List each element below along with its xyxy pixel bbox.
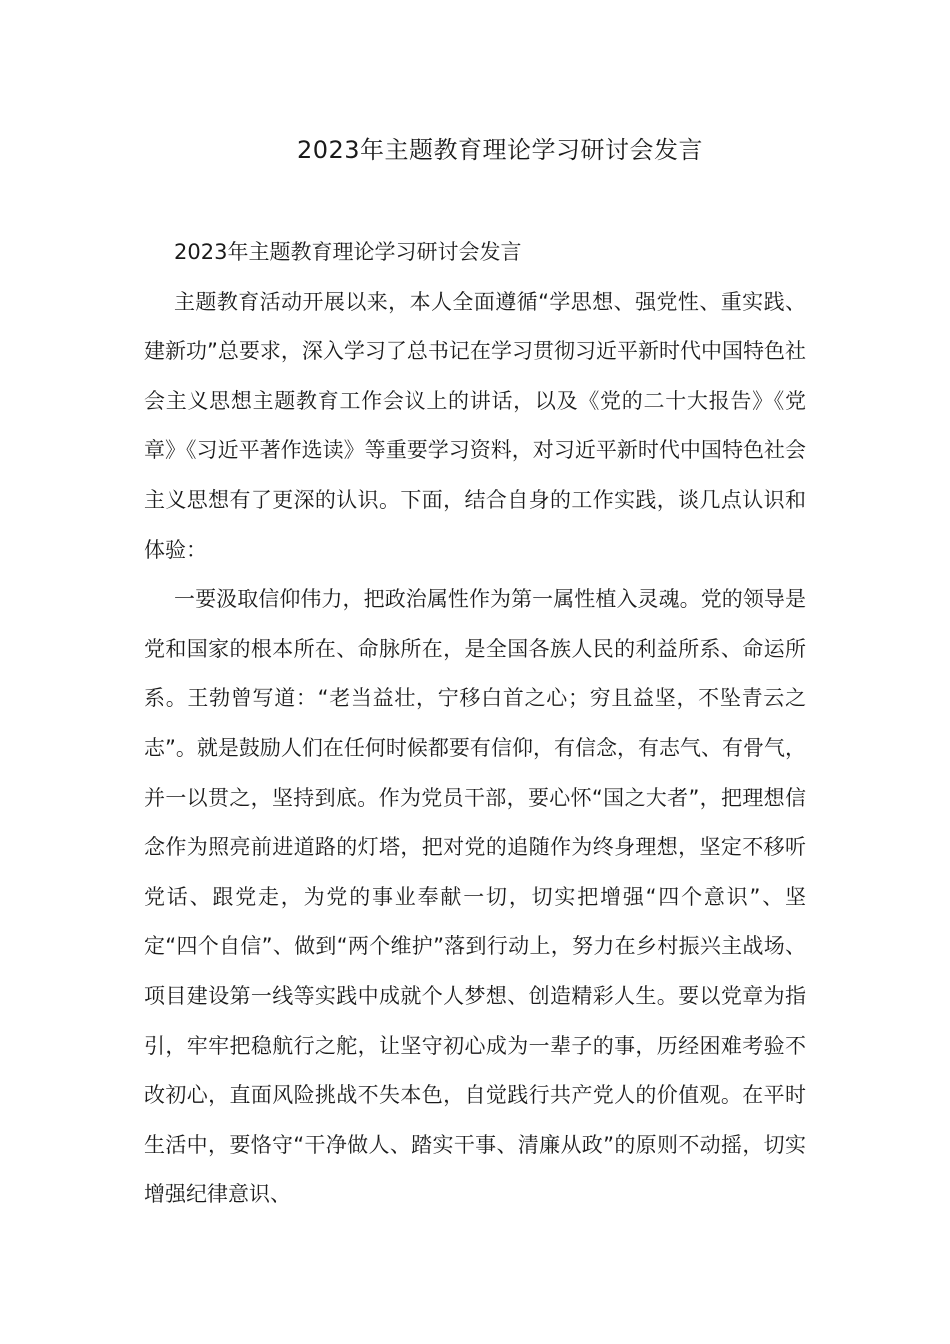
paragraph-point-one: 一要汲取信仰伟力，把政治属性作为第一属性植入灵魂。党的领导是党和国家的根本所在、命脉所在，是全国各族人民的利益所系、命运所系。王勃曾写道：“老当益壮，宁移白首之心；穷且益坚，不坠青云之志”。就是鼓励人们在任何时候都要有信仰，有信念，有志气、有骨气，并一以贯之，坚持到底。作为党员干部，要心怀“国之大者”，把理想信念作为照亮前进道路的灯塔，把对党的追随作为终身理想，坚定不移听党话、跟党走，为党的事业奉献一切，切实把增强“四个意识”、坚定“四个自信”、做到“两个维护”落到行动上，努力在乡村振兴主战场、项目建设第一线等实践中成就个人梦想、创造精彩人生。要以党章为指引，牢牢把稳航行之舵，让坚守初心成为一辈子的事，历经困难考验不改初心，直面风险挑战不失本色，自觉践行共产党人的价值观。在平时生活中，要恪守“干净做人、踏实干事、清廉从政”的原则不动摇，切实增强纪律意识、 bbox=[144, 587, 806, 1207]
document-body bbox=[144, 228, 806, 1220]
document-subtitle: 2023年主题教育理论学习研讨会发言 bbox=[174, 240, 522, 264]
document-title: 2023年主题教育理论学习研讨会发言 bbox=[296, 136, 704, 164]
paragraph-intro: 主题教育活动开展以来，本人全面遵循“学思想、强党性、重实践、建新功”总要求，深入学习了总书记在学习贯彻习近平新时代中国特色社会主义思想主题教育工作会议上的讲话，以及《党的二十大报告》《党章》《习近平著作选读》等重要学习资料，对习近平新时代中国特色社会主义思想有了更深的认识。下面，结合自身的工作实践，谈几点认识和体验： bbox=[144, 289, 806, 562]
